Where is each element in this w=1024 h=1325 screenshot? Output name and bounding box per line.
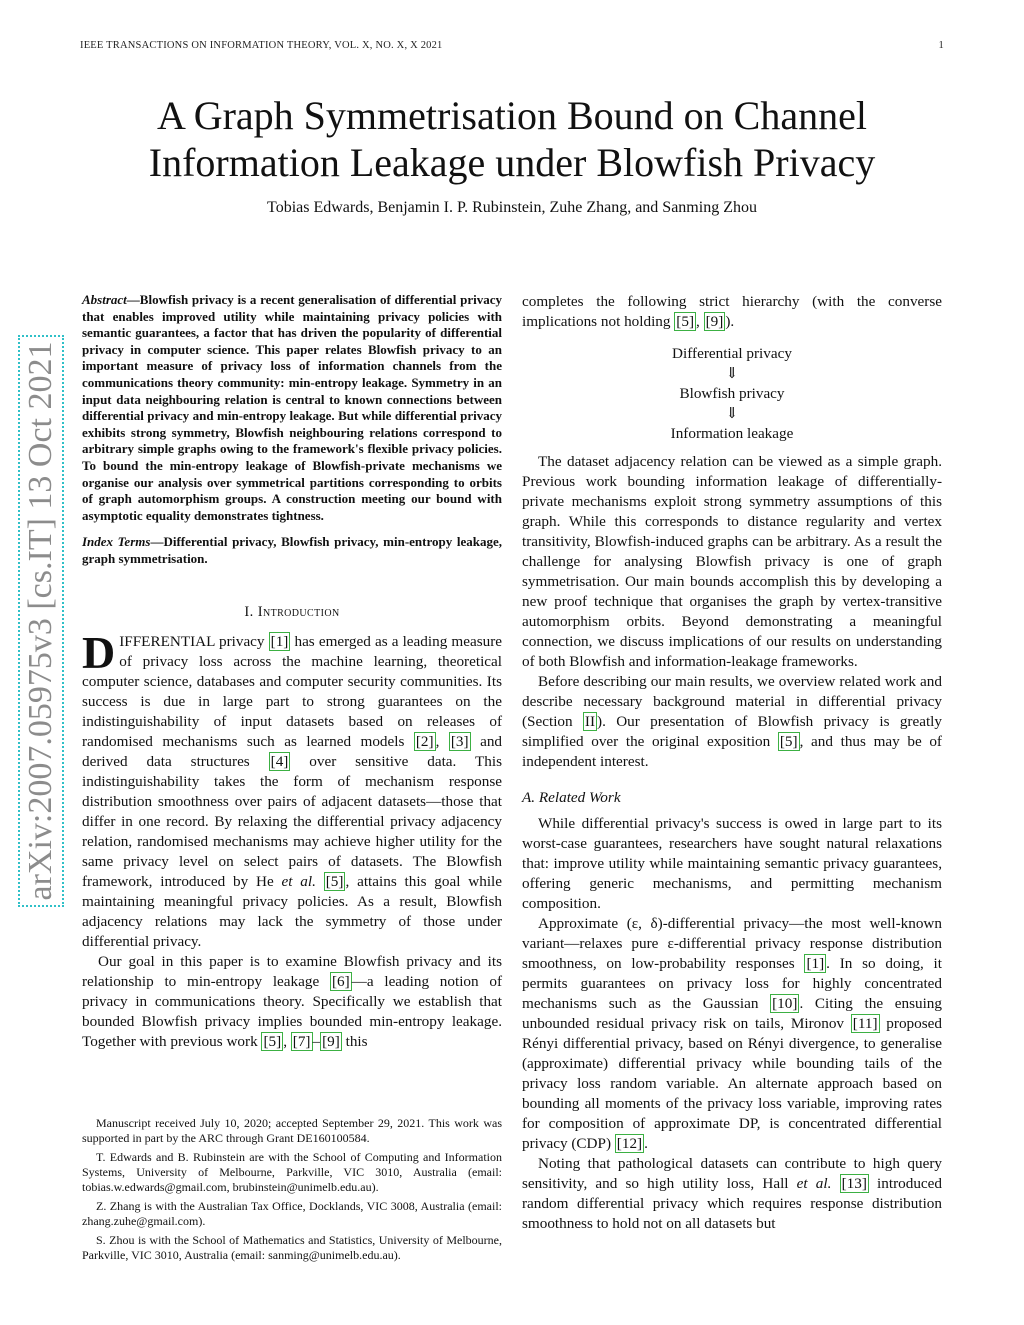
first-word: IFFERENTIAL	[119, 632, 215, 650]
running-header	[80, 40, 944, 51]
citation-link[interactable]: [7]	[292, 1032, 311, 1050]
citation-link[interactable]: [2]	[415, 732, 434, 750]
related-paragraph-2: Approximate (ε, δ)-differential privacy—the most well-known variant—relaxes pure ε-differential privacy response distribution smoothness, on low-probability responses [1] . In so doing, it permits guarantees on privacy loss for highly concentrated mechanisms such as the Gaussian [10] . Citing the ensuing unbounded residual privacy risk on tails, Mironov [11] proposed Rényi differential privacy, based on Rényi divergence, to generalise (approximate) differential privacy while bounding tails of the privacy loss random variable. An alternate approach based on bounding all moments of the privacy loss variable, improving rates for composition of approximate DP, is concentrated differential privacy (CDP) [12] .	[522, 915, 942, 1152]
footnote: Manuscript received July 10, 2020; accepted September 29, 2021. This work was supported in part by the ARC through Grant DE160100584.	[82, 1116, 502, 1145]
abstract	[82, 292, 502, 524]
paper-title	[0, 92, 1024, 186]
footnote: Z. Zhang is with the Australian Tax Office, Docklands, VIC 3008, Australia (email: zhang.zuhe@gmail.com).	[82, 1199, 502, 1228]
footnotes	[82, 1116, 502, 1267]
citation-link[interactable]: [13]	[841, 1175, 867, 1192]
citation-link[interactable]: [4]	[270, 752, 289, 770]
abstract-text: —Blowfish privacy is a recent generalisation of differential privacy that enables improved utility while maintaining privacy policies with semantic guarantees, a factor that has driven the popularity of differential privacy in computer science. This paper relates Blowfish privacy to an important measure of privacy loss of information channels from the communications theory community: min-entropy leakage. Symmetry in an input data neighbouring relation is central to known connections between differential privacy and min-entropy leakage. But while differential privacy exhibits strong symmetry, Blowfish neighbouring relations correspond to arbitrary simple graphs owing to the framework's flexible privacy policies. To bound the min-entropy leakage of Blowfish-private mechanisms we organise our analysis over symmetrical partitions corresponding to orbits of graph automorphism groups. A construction meeting our bound with asymptotic equality demonstrates tightness.	[82, 292, 502, 523]
citation-link[interactable]: [11]	[852, 1015, 878, 1032]
citation-link[interactable]: [6]	[331, 972, 350, 990]
intro-paragraph-1: DIFFERENTIAL privacy [1] has emerged as a leading measure of privacy loss across the machine learning, theoretical computer science, databases and computer security communities. Its success is due in large part to strong guarantees on the indistinguishability of input datasets based on releases of randomised mechanisms such as learned models [2] , [3] and derived data structures [4] over sensitive data. This indistinguishability takes the form of mechanism response distribution smoothness over pairs of adjacent datasets—those that differ in one record. By relaxing the differential privacy adjacency relation, randomised mechanisms may achieve higher utility for the same privacy level on select pairs of datasets. The Blowfish framework, introduced by He et al. [5] , attains this goal while maintaining meaningful privacy policies. As a result, Blowfish adjacency relations may lack the symmetry of those under differential privacy.	[82, 626, 503, 950]
citation-link[interactable]: [12]	[616, 1135, 643, 1152]
related-paragraph-3: Noting that pathological datasets can contribute to high query sensitivity, and so high utility loss, Hall et al. [13] introduced random differential privacy which requires response distribution smoothness to hold not on all datasets but	[522, 1155, 942, 1232]
citation-link[interactable]: [3]	[450, 732, 469, 750]
citation-link[interactable]: [5]	[325, 872, 344, 890]
privacy-hierarchy	[522, 344, 942, 444]
arxiv-stamp[interactable]	[18, 335, 64, 907]
footnote: T. Edwards and B. Rubinstein are with the School of Computing and Information Systems, University of Melbourne, Parkville, VIC 3010, Australia (email: tobias.w.edwards@gmail.com, brubinstein@unimelb.edu.au).	[82, 1150, 502, 1194]
title-line-1: A Graph Symmetrisation Bound on Channel	[157, 93, 867, 138]
section-link[interactable]: II	[584, 713, 596, 730]
citation-link[interactable]: [5]	[779, 733, 798, 750]
hierarchy-intro: completes the following strict hierarchy (with the converse implications not holding [5] , [9] ).	[522, 293, 942, 330]
footnote: S. Zhou is with the School of Mathematics and Statistics, University of Melbourne, Parkville, VIC 3010, Australia (email: sanming@unimelb.edu.au).	[82, 1233, 502, 1262]
section-title: Introduction	[257, 603, 340, 620]
intro-paragraph-2: Our goal in this paper is to examine Blowfish privacy and its relationship to min-entropy leakage [6] —a leading notion of privacy in communications theory. Specifically we establish that bounded Blowfish privacy implies bounded min-entropy leakage. Together with previous work [5] , [7] – [9] this	[82, 952, 502, 1050]
hierarchy-level-1: Differential privacy	[672, 345, 792, 362]
right-paragraph-2: Before describing our main results, we overview related work and describe necessary background material in differential privacy (Section II ). Our presentation of Blowfish privacy is greatly simplified over the original exposition [5] , and thus may be of independent interest.	[522, 673, 942, 770]
page-number: 1	[938, 40, 944, 51]
section-heading	[82, 602, 502, 622]
journal-line: IEEE TRANSACTIONS ON INFORMATION THEORY, VOL. X, NO. X, X 2021	[80, 40, 443, 51]
hierarchy-level-3: Information leakage	[670, 425, 794, 442]
index-terms	[82, 534, 502, 567]
abstract-label: Abstract	[82, 292, 127, 307]
citation-link[interactable]: [1]	[270, 632, 289, 650]
hierarchy-level-2: Blowfish privacy	[679, 385, 785, 402]
index-terms-text: —Differential privacy, Blowfish privacy, min-entropy leakage, graph symmetrisation.	[82, 534, 502, 566]
title-line-2: Information Leakage under Blowfish Privacy	[148, 140, 876, 185]
citation-link[interactable]: [1]	[806, 955, 825, 972]
right-paragraph-1: The dataset adjacency relation can be viewed as a simple graph. Previous work bounding information leakage of differentially-private mechanisms exploit strong symmetry assumptions of this graph. While this corresponds to distance regularity and vertex transitivity, Blowfish-induced graphs can be arbitrary. As a result the challenge for analysing Blowfish privacy is one of graph symmetrisation. Our main bounds accomplish this by developing a new proof technique that organises the graph by vertex-transitive automorphism orbits. Beyond demonstrating a meaningful connection, we discuss implications of our results on understanding of both Blowfish and information-leakage frameworks.	[522, 453, 942, 670]
left-column	[82, 292, 502, 1052]
citation-link[interactable]: [10]	[772, 995, 798, 1012]
subsection-heading: A. Related Work	[522, 789, 621, 806]
arxiv-id: arXiv:2007.05975v3 [cs.IT] 13 Oct 2021	[22, 341, 59, 901]
citation-link[interactable]: [5]	[676, 313, 695, 330]
right-column	[522, 292, 942, 1234]
related-paragraph-1: While differential privacy's success is owed in large part to its worst-case guarantees, researchers have sought natural relaxations that: improve utility while maintaining semantic privacy guarantees, offering generic mechanisms, and permitting mechanism composition.	[522, 815, 942, 912]
citation-link[interactable]: [9]	[705, 313, 724, 330]
implies-arrow-icon: ⇓	[725, 365, 739, 382]
citation-link[interactable]: [9]	[322, 1032, 340, 1050]
implies-arrow-icon: ⇓	[725, 405, 739, 422]
index-terms-label: Index Terms	[82, 534, 151, 550]
section-numeral: I.	[244, 603, 254, 620]
author-list: Tobias Edwards, Benjamin I. P. Rubinstein, Zuhe Zhang, and Sanming Zhou	[267, 199, 757, 216]
citation-link[interactable]: [5]	[263, 1032, 282, 1050]
drop-cap: D	[82, 626, 116, 678]
